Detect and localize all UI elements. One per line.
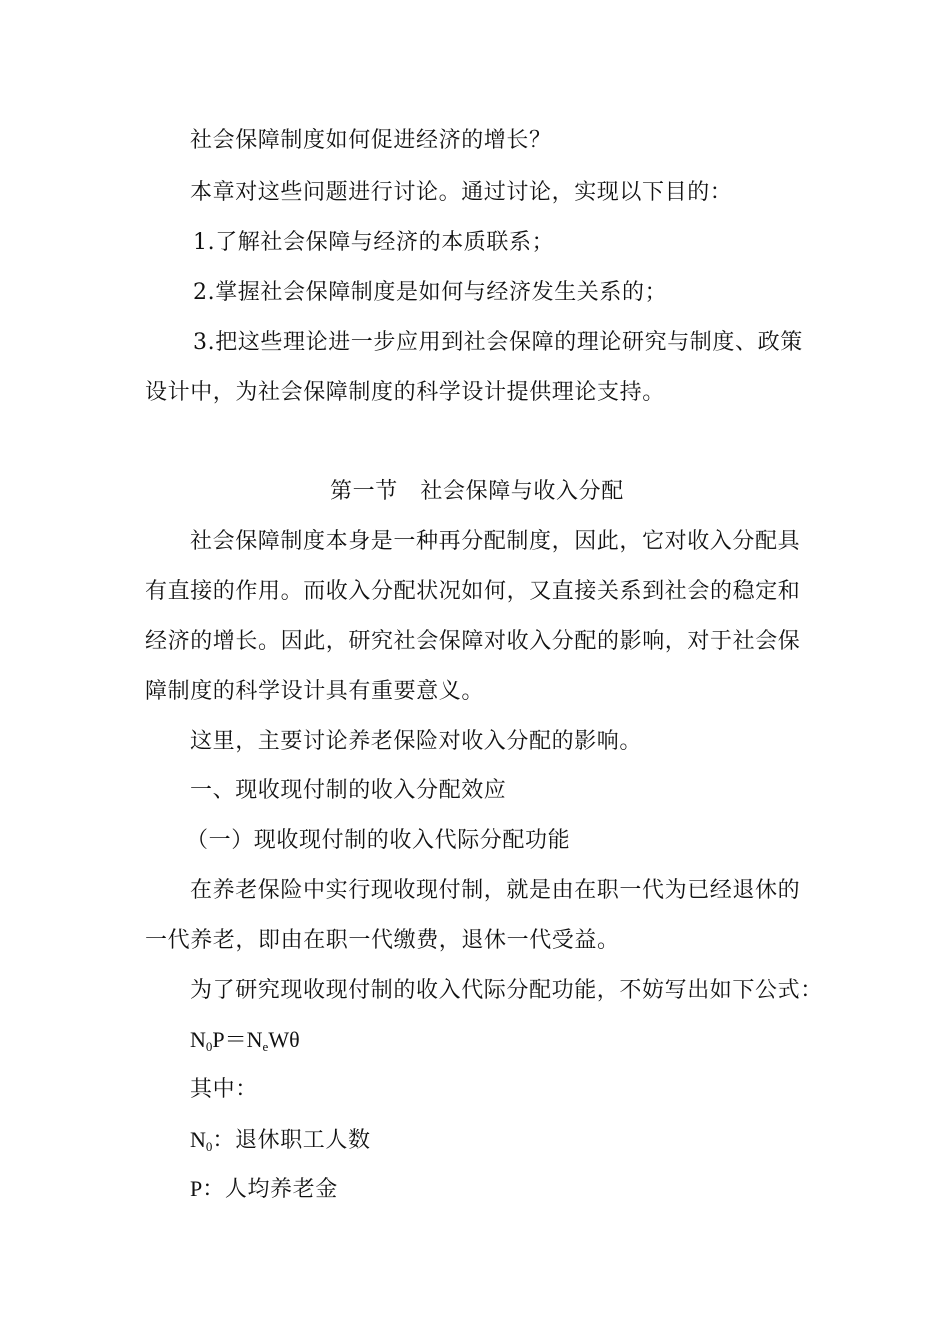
formula-rhs-rest: Wθ: [268, 1027, 300, 1052]
objective-2: 2.掌握社会保障制度是如何与经济发生关系的；: [193, 280, 668, 305]
section-title: 第一节 社会保障与收入分配: [330, 479, 624, 504]
definition-subscript: 0: [205, 1139, 213, 1154]
definition-retired-count: [190, 1125, 371, 1156]
paragraph-line-4: 障制度的科学设计具有重要意义。: [145, 679, 485, 704]
formula: [190, 1025, 300, 1055]
paragraph-line-2: 有直接的作用。而收入分配状况如何，又直接关系到社会的稳定和: [145, 579, 801, 604]
formula-lhs-sub: 0: [205, 1039, 213, 1054]
formula-rhs-sub: e: [262, 1039, 269, 1054]
objectives-lead: 本章对这些问题进行讨论。通过讨论，实现以下目的：: [190, 180, 733, 205]
formula-lead: 为了研究现收现付制的收入代际分配功能，不妨写出如下公式：: [190, 978, 823, 1003]
subheading-paygo-effect: 一、现收现付制的收入分配效应: [190, 778, 507, 803]
where-label: 其中：: [190, 1077, 258, 1102]
subheading-intergenerational: （一）现收现付制的收入代际分配功能: [186, 828, 571, 853]
paygo-line-2: 一代养老，即由在职一代缴费，退休一代受益。: [145, 928, 620, 953]
objective-3-continuation: 设计中，为社会保障制度的科学设计提供理论支持。: [145, 380, 665, 405]
definition-text: ：人均养老金: [202, 1177, 338, 1202]
definition-avg-pension: [190, 1174, 338, 1205]
paragraph-line-3: 经济的增长。因此，研究社会保障对收入分配的影响，对于社会保: [145, 629, 801, 654]
intro-question: 社会保障制度如何促进经济的增长？: [190, 128, 552, 153]
objective-3: 3.把这些理论进一步应用到社会保障的理论研究与制度、政策: [193, 330, 803, 355]
paragraph-line-1: 社会保障制度本身是一种再分配制度，因此，它对收入分配具: [190, 529, 801, 554]
formula-lhs-rest: P: [212, 1027, 225, 1052]
objective-1: 1.了解社会保障与经济的本质联系；: [193, 230, 555, 255]
definition-text: ：退休职工人数: [212, 1128, 371, 1153]
formula-equals: ＝: [224, 1027, 247, 1052]
formula-lhs-var: N: [190, 1027, 206, 1052]
definition-symbol: N: [190, 1127, 206, 1152]
paygo-line-1: 在养老保险中实行现收现付制，就是由在职一代为已经退休的: [190, 878, 801, 903]
formula-rhs-var: N: [246, 1027, 263, 1052]
definition-symbol: P: [190, 1176, 203, 1201]
focus-statement: 这里，主要讨论养老保险对收入分配的影响。: [190, 729, 643, 754]
